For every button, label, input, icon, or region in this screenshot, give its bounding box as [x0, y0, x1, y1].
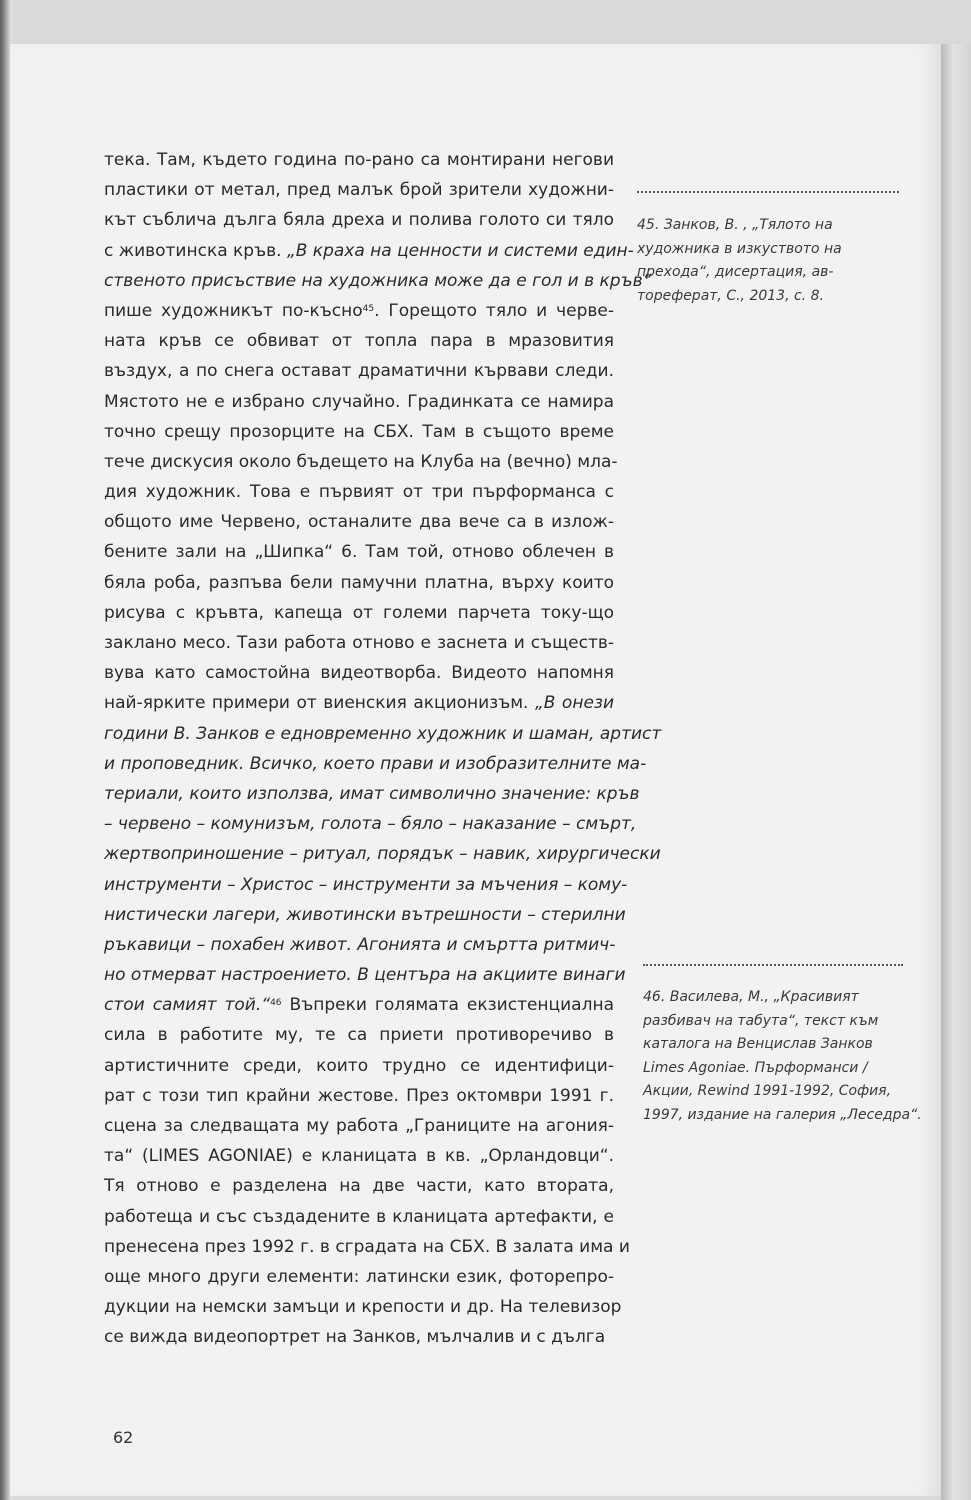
footnote-line: прехода“, дисертация, ав- — [637, 264, 834, 280]
text-line — [104, 719, 662, 749]
text-line — [104, 809, 637, 839]
text-line: се вижда видеопортрет на Занков, мълчалив и с дълга — [104, 1327, 606, 1348]
text-line: още много други елементи: латински език, фоторепро- — [104, 1266, 614, 1287]
quote-segment: ръкавици – похабен живот. Агонията и смъртта ритмич- — [104, 934, 616, 955]
text-line: Тя отново е разделена на две части, като втората, — [104, 1176, 614, 1197]
text-line — [104, 930, 614, 960]
text-line: Мястото не е избрано случайно. Градинката се намира — [104, 391, 614, 412]
text-line: работеща и със създадените в кланицата артефакти, е — [104, 1206, 614, 1227]
page-edge-right — [941, 44, 971, 1500]
footnote-line: каталога на Венцислав Занков — [643, 1036, 873, 1052]
text-line — [104, 839, 661, 869]
quote-segment: ственото присъствие на художника може да е гол и в кръв“ — [104, 270, 652, 291]
footnote-separator — [637, 191, 899, 193]
quote-segment: териали, които използва, имат символично значение: кръв — [104, 783, 640, 804]
text-line — [104, 960, 626, 990]
text-segment: . Горещото тяло и черве- — [374, 300, 614, 321]
quote-segment: „В краха на ценности и системи един- — [286, 240, 634, 261]
text-line — [104, 266, 652, 296]
text-line: вува като самостойна видеотворба. Видеото напомня — [104, 663, 614, 684]
footnote-ref-45: 45 — [362, 303, 375, 314]
footnote-separator — [643, 964, 903, 966]
quote-segment: инструменти – Христос – инструменти за мъчения – кому- — [104, 874, 628, 895]
footnote-line: тореферат, С., 2013, с. 8. — [637, 287, 824, 304]
text-line — [104, 688, 614, 718]
quote-segment: години В. Занков е едновременно художник и шаман, артист — [104, 723, 662, 744]
text-line: бяла роба, разпъва бели памучни платна, върху които — [104, 572, 614, 593]
quote-segment: и проповедник. Всичко, което прави и изобразителните ма- — [104, 753, 647, 774]
text-line: рисува с кръвта, капеща от големи парчета току-що — [104, 602, 614, 623]
footnote-line: Акции, Rewind 1991-1992, София, — [643, 1083, 892, 1099]
text-line: тека. Там, където година по-рано са монтирани негови — [104, 150, 614, 170]
quote-segment: – червено – комунизъм, голота – бяло – наказание – смърт, — [104, 814, 637, 835]
main-text-column — [104, 145, 662, 1353]
footnote-line: Limes Agoniae. Пърформанси / — [643, 1059, 868, 1076]
quote-segment: нистически лагери, животински вътрешности – стерилни — [104, 904, 626, 925]
text-line: кът съблича дълга бяла дреха и полива голото си тяло — [104, 210, 614, 231]
footnote-line: художника в изкуството на — [637, 240, 842, 257]
text-line: въздух, а по снега остават драматични кървави следи. — [104, 361, 614, 382]
text-line: дия художник. Това е първият от три пърформанса с — [104, 482, 614, 503]
text-segment: пише художникът по-късно — [104, 300, 363, 321]
text-line: бените зали на „Шипка“ 6. Там той, отново облечен в — [104, 542, 614, 563]
footnote-ref-46: 46 — [270, 998, 282, 1009]
footnote-line: разбивач на табута“, текст към — [643, 1012, 879, 1029]
text-line — [104, 900, 626, 930]
quote-segment: но отмерват настроението. В центъра на акциите винаги — [104, 965, 626, 986]
text-line: рат с този тип крайни жестове. През октомври 1991 г. — [104, 1085, 614, 1106]
footnote-46 — [643, 986, 922, 1127]
text-line: точно срещу прозорците на СБХ. Там в същото време — [104, 421, 614, 442]
page-number: 62 — [113, 1428, 134, 1447]
quote-segment: жертвоприношение – ритуал, порядък – навик, хирургически — [104, 844, 661, 865]
text-line: артистичните среди, които трудно се идентифици- — [104, 1055, 614, 1076]
text-line: сцена за следващата му работа „Границите на агония- — [104, 1116, 614, 1136]
footnote-45 — [637, 214, 842, 308]
text-line — [104, 779, 640, 809]
footnote-line: 45. Занков, В. , „Тялото на — [637, 217, 833, 233]
text-line: ната кръв се обвиват от топла пара в мразовития — [104, 331, 614, 352]
text-line: дукции на немски замъци и крепости и др. На телевизор — [104, 1297, 622, 1318]
text-line — [104, 296, 614, 326]
text-line: заклано месо. Тази работа отново е заснета и съществ- — [104, 633, 614, 653]
quote-segment: „В онези — [534, 693, 614, 714]
text-segment: с животинска кръв. — [104, 240, 287, 261]
text-line: тече дискусия около бъдещето на Клуба на (вечно) мла- — [104, 451, 618, 472]
text-line — [104, 749, 647, 779]
text-line — [104, 870, 628, 900]
footnote-line: 46. Василева, М., „Красивият — [643, 989, 859, 1005]
text-line: пластики от метал, пред малък брой зрители художни- — [104, 180, 614, 201]
quote-segment: стои самият той.“ — [104, 995, 271, 1016]
text-line: общото име Червено, останалите два вече са в излож- — [104, 512, 614, 533]
text-line — [104, 236, 634, 266]
footnote-line: 1997, издание на галерия „Леседра“. — [643, 1106, 922, 1123]
text-line — [104, 990, 614, 1020]
text-segment: Въпреки голямата екзистенциална — [281, 995, 614, 1016]
text-line: та“ (LIMES AGONIAE) е кланицата в кв. „Орландовци“. — [104, 1146, 614, 1167]
text-line: пренесена през 1992 г. в сградата на СБХ. В залата има и — [104, 1236, 630, 1257]
text-line: сила в работите му, те са приети противоречиво в — [104, 1025, 614, 1046]
text-segment: най-ярките примери от виенския акционизъм. — [104, 693, 535, 714]
